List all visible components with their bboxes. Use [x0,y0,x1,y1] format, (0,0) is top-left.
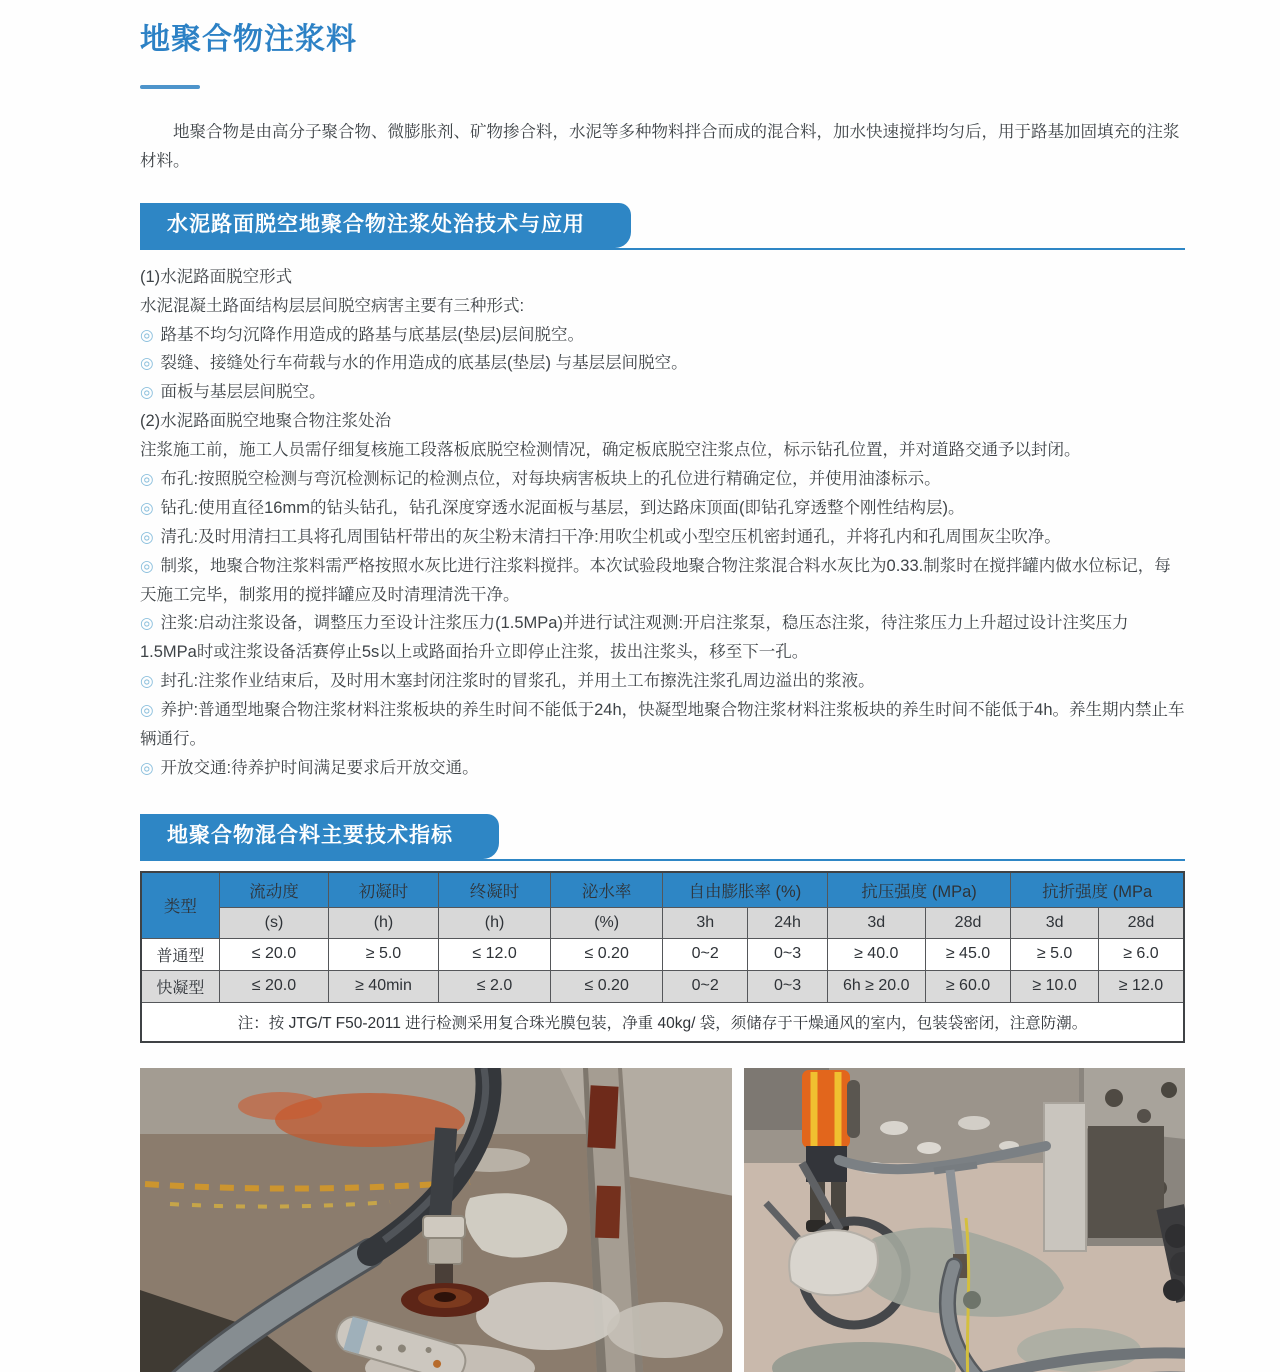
header-type: 类型 [141,872,219,939]
table-header-row-top [141,872,1184,908]
table-cell: ≤ 12.0 [438,938,551,970]
table-cell: 0~2 [662,970,748,1002]
ring-bullet-icon: ◎ [140,470,154,488]
header-bleeding: 泌水率 [551,872,663,908]
table-note: 注：按 JTG/T F50-2011 进行检测采用复合珠光膜包装，净重 40kg/ 袋，须储存于干燥通风的室内，包装袋密闭，注意防潮。 [141,1002,1184,1042]
header-compressive-strength: 抗压强度 (MPa) [827,872,1011,908]
table-cell: 0~3 [748,970,827,1002]
table-cell: ≤ 20.0 [219,938,329,970]
worksite-photo-illustration [744,1068,1185,1372]
table-cell: 0~2 [662,938,748,970]
pavement-photo-illustration [140,1068,732,1372]
table-note-row [141,1002,1184,1042]
ring-bullet-icon: ◎ [140,384,154,402]
ring-bullet-icon: ◎ [140,326,154,344]
subheader-age: 3d [1011,907,1099,938]
subheader-age: 28d [925,907,1011,938]
bullet-paragraph: ◎ 路基不均匀沉降作用造成的路基与底基层(垫层)层间脱空。 [140,325,585,344]
bullet-paragraph: ◎ 养护:普通型地聚合物注浆材料注浆板块的养生时间不能低于24h，快凝型地聚合物注浆材料注浆板块的养生时间不能低于4h。养生期内禁止车辆通行。 [140,701,1185,749]
ring-bullet-icon: ◎ [140,673,154,691]
ring-bullet-icon: ◎ [140,355,154,373]
grout-hole [963,1291,981,1309]
pipe-coupling [423,1216,465,1238]
subheader-age: 28d [1098,907,1184,938]
grouting-equipment-site-photo [744,1068,1185,1372]
table-cell: 6h ≥ 20.0 [827,970,925,1002]
title-underline-dash [140,85,200,89]
section-heading-process: 水泥路面脱空地聚合物注浆处治技术与应用 [140,203,631,248]
subheader-age: 24h [748,907,827,938]
paragraph: (2)水泥路面脱空地聚合物注浆处治 [140,412,392,431]
ring-bullet-icon: ◎ [140,615,154,633]
table-row-fast-type [141,970,1184,1002]
paragraph: (1)水泥路面脱空形式 [140,268,293,287]
table-cell: ≥ 40min [329,970,439,1002]
table-cell: ≥ 40.0 [827,938,925,970]
technical-specs-table [140,871,1185,1043]
photo-row [140,1068,1185,1372]
ring-bullet-icon: ◎ [140,759,154,777]
table-cell: 0~3 [748,938,827,970]
intro-paragraph: 地聚合物是由高分子聚合物、微膨胀剂、矿物掺合料，水泥等多种物料拌合而成的混合料，加水快速搅拌均匀后，用于路基加固填充的注浆材料。 [140,123,1180,171]
table-header-row-sub [141,907,1184,938]
section-banner-process [140,203,1185,250]
table-cell: ≤ 0.20 [551,970,663,1002]
subheader-unit: (h) [438,907,551,938]
bullet-paragraph: ◎ 裂缝、接缝处行车荷载与水的作用造成的底基层(垫层) 与基层层间脱空。 [140,354,688,373]
row-label: 普通型 [141,938,219,970]
process-paragraphs [140,250,1185,783]
table-cell: ≤ 20.0 [219,970,329,1002]
bullet-paragraph: ◎ 开放交通:待养护时间满足要求后开放交通。 [140,758,479,777]
ring-bullet-icon: ◎ [140,702,154,720]
table-cell: ≥ 45.0 [925,938,1011,970]
ring-bullet-icon: ◎ [140,528,154,546]
ring-bullet-icon: ◎ [140,557,154,575]
subheader-age: 3d [827,907,925,938]
header-fluidity: 流动度 [219,872,329,908]
subheader-unit: (s) [219,907,329,938]
bullet-paragraph: ◎ 注浆:启动注浆设备，调整压力至设计注浆压力(1.5MPa)并进行试注观测:开启注浆泵，稳压态注浆，待注浆压力上升超过设计注奖压力1.5MPa时或注浆设备活赛停止5s以上或路面抬升立即停止注浆，拔出注浆头，移至下一孔。 [140,614,1129,662]
table-cell: ≥ 12.0 [1098,970,1184,1002]
bullet-paragraph: ◎ 布孔:按照脱空检测与弯沉检测标记的检测点位，对每块病害板块上的孔位进行精确定位，并使用油漆标示。 [140,469,941,488]
table-cell: ≥ 6.0 [1098,938,1184,970]
subheader-age: 3h [662,907,748,938]
paragraph: 水泥混凝土路面结构层层间脱空病害主要有三种形式: [140,296,525,315]
bullet-paragraph: ◎ 封孔:注浆作业结束后，及时用木塞封闭注浆时的冒浆孔，并用土工布擦洗注浆孔周边溢出的浆液。 [140,672,875,691]
header-free-expansion: 自由膨胀率 (%) [662,872,827,908]
table-cell: ≥ 60.0 [925,970,1011,1002]
bullet-paragraph: ◎ 清孔:及时用清扫工具将孔周围钻杆带出的灰尘粉末清扫干净:用吹尘机或小型空压机密封通孔，并将孔内和孔周围灰尘吹净。 [140,527,1061,546]
cement-bag [790,1230,879,1295]
bullet-paragraph: ◎ 钻孔:使用直径16mm的钻头钻孔，钻孔深度穿透水泥面板与基层，到达路床顶面(即钻孔穿透整个刚性结构层)。 [140,498,965,517]
grout-hose-on-pavement-photo [140,1068,732,1372]
header-initial-set: 初凝时 [329,872,439,908]
table-cell: ≥ 5.0 [1011,938,1099,970]
ring-bullet-icon: ◎ [140,499,154,517]
subheader-unit: (h) [329,907,439,938]
worker-safety-vest [802,1070,850,1148]
row-label: 快凝型 [141,970,219,1002]
bullet-paragraph: ◎ 面板与基层层间脱空。 [140,383,326,402]
header-flexural-strength: 抗折强度 (MPa [1011,872,1184,908]
section-banner-specs [140,814,1185,861]
page-title: 地聚合物注浆料 [140,23,357,56]
table-cell: ≤ 2.0 [438,970,551,1002]
table-cell: ≤ 0.20 [551,938,663,970]
tank-support-pillar [1044,1103,1086,1251]
table-cell: ≥ 5.0 [329,938,439,970]
header-final-set: 终凝时 [438,872,551,908]
paragraph: 注浆施工前，施工人员需仔细复核施工段落板底脱空检测情况，确定板底脱空注浆点位，标示钻孔位置，并对道路交通予以封闭。 [140,441,1081,460]
subheader-unit: (%) [551,907,663,938]
table-row-normal-type [141,938,1184,970]
section-heading-specs: 地聚合物混合料主要技术指标 [140,814,499,859]
bullet-paragraph: ◎ 制浆，地聚合物注浆料需严格按照水灰比进行注浆料搅拌。本次试验段地聚合物注浆混合料水灰比为0.33.制浆时在搅拌罐内做水位标记，每天施工完毕，制浆用的搅拌罐应及时清理清洗干净。 [140,556,1171,604]
table-cell: ≥ 10.0 [1011,970,1099,1002]
